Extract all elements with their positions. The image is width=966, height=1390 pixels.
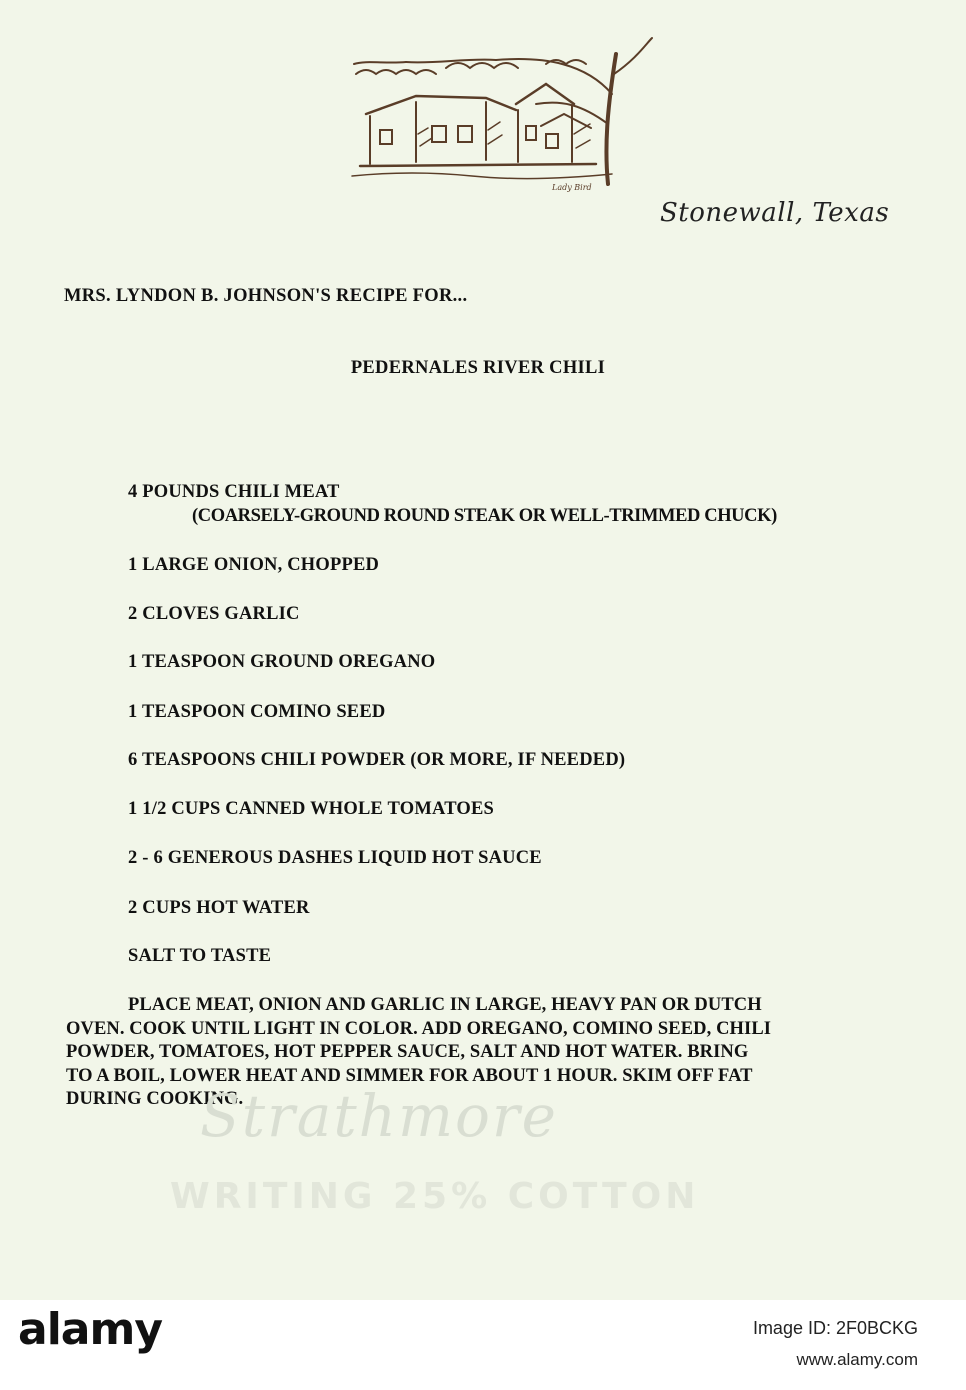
ranch-house-sketch <box>346 34 656 194</box>
paper-watermark-grade: WRITING 25% COTTON <box>170 1176 700 1217</box>
method-line: TO A BOIL, LOWER HEAT AND SIMMER FOR ABOUT 1 HOUR. SKIM OFF FAT <box>66 1065 753 1086</box>
ingredient-line: 2 CUPS HOT WATER <box>128 898 310 918</box>
ingredient-line: SALT TO TASTE <box>128 946 272 966</box>
ingredient-line: 4 POUNDS CHILI MEAT <box>128 482 340 502</box>
method-line: POWDER, TOMATOES, HOT PEPPER SAUCE, SALT AND HOT WATER. BRING <box>66 1042 749 1062</box>
method-line: OVEN. COOK UNTIL LIGHT IN COLOR. ADD OREGANO, COMINO SEED, CHILI <box>66 1018 772 1039</box>
stock-image-id: Image ID: 2F0BCKG <box>752 1318 918 1338</box>
recipe-title <box>0 358 966 379</box>
stock-logo: alamy <box>18 1304 162 1355</box>
recipe-heading: MRS. LYNDON B. JOHNSON'S RECIPE FOR... <box>64 286 468 306</box>
letterhead-place: Stonewall, Texas <box>660 198 890 228</box>
ingredient-line: 1 TEASPOON COMINO SEED <box>128 702 386 722</box>
method-line: PLACE MEAT, ONION AND GARLIC IN LARGE, HEAVY PAN OR DUTCH <box>128 995 762 1015</box>
method-line: DURING COOKING. <box>66 1089 244 1109</box>
ingredient-line: 1 TEASPOON GROUND OREGANO <box>128 652 436 672</box>
ingredient-line: 1 1/2 CUPS CANNED WHOLE TOMATOES <box>128 799 495 819</box>
ingredient-line: 2 CLOVES GARLIC <box>128 604 300 624</box>
ingredient-note: (COARSELY-GROUND ROUND STEAK OR WELL-TRIMMED CHUCK) <box>192 506 777 526</box>
paper-watermark-brand: Strathmore <box>200 1082 558 1150</box>
ingredient-line: 6 TEASPOONS CHILI POWDER (OR MORE, IF NEEDED) <box>128 750 626 770</box>
sketch-signature: Lady Bird <box>552 183 592 192</box>
ingredient-line: 1 LARGE ONION, CHOPPED <box>128 555 380 575</box>
stock-url: www.alamy.com <box>796 1350 918 1369</box>
ingredient-line: 2 - 6 GENEROUS DASHES LIQUID HOT SAUCE <box>128 848 542 868</box>
recipe-title-text: PEDERNALES RIVER CHILI <box>350 358 606 378</box>
